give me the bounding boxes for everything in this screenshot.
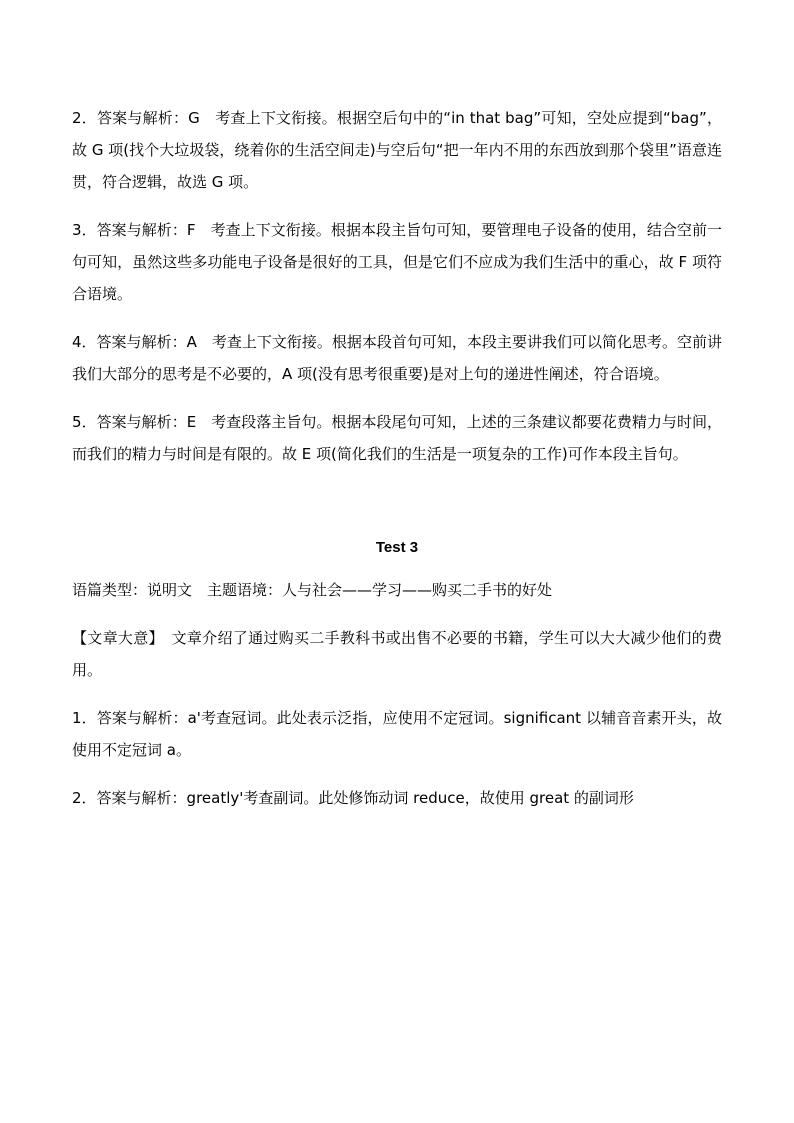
answer-4-paragraph: 4．答案与解析：A 考查上下文衔接。根据本段首句可知，本段主要讲我们可以简化思考。空前讲我们大部分的思考是不必要的，A 项(没有思考很重要)是对上句的递进性阐述，符合语境。: [72, 333, 722, 383]
answer-3-paragraph: 3．答案与解析：F 考查上下文衔接。根据本段主旨句可知，要管理电子设备的使用，结合空前一句可知，虽然这些多功能电子设备是很好的工具，但是它们不应成为我们生活中的重心，故 F 项符合语境。: [72, 221, 722, 303]
passage-type-line: 语篇类型：说明文 主题语境：人与社会——学习——购买二手书的好处: [72, 581, 553, 599]
test3-answer-1-paragraph: 1．答案与解析：a'考查冠词。此处表示泛指，应使用不定冠词。significant 以辅音音素开头，故使用不定冠词 a。: [72, 709, 722, 759]
document-content: [72, 102, 722, 814]
article-summary: 【文章大意】 文章介绍了通过购买二手教科书或出售不必要的书籍，学生可以大大减少他们的费用。: [72, 629, 722, 679]
answer-2-paragraph: 2．答案与解析：G 考查上下文衔接。根据空后句中的“in that bag”可知，空处应提到“bag”，故 G 项(找个大垃圾袋，绕着你的生活空间走)与空后句“把一年内不用的东西放到那个袋里”语意连贯，符合逻辑，故选 G 项。: [72, 109, 722, 191]
section-title: Test 3: [375, 539, 419, 556]
test3-answer-2-paragraph: 2．答案与解析：greatly'考查副词。此处修饰动词 reduce，故使用 great 的副词形: [72, 789, 634, 807]
answer-5-paragraph: 5．答案与解析：E 考查段落主旨句。根据本段尾句可知，上述的三条建议都要花费精力与时间，而我们的精力与时间是有限的。故 E 项(简化我们的生活是一项复杂的工作)可作本段主旨句。: [72, 413, 722, 463]
